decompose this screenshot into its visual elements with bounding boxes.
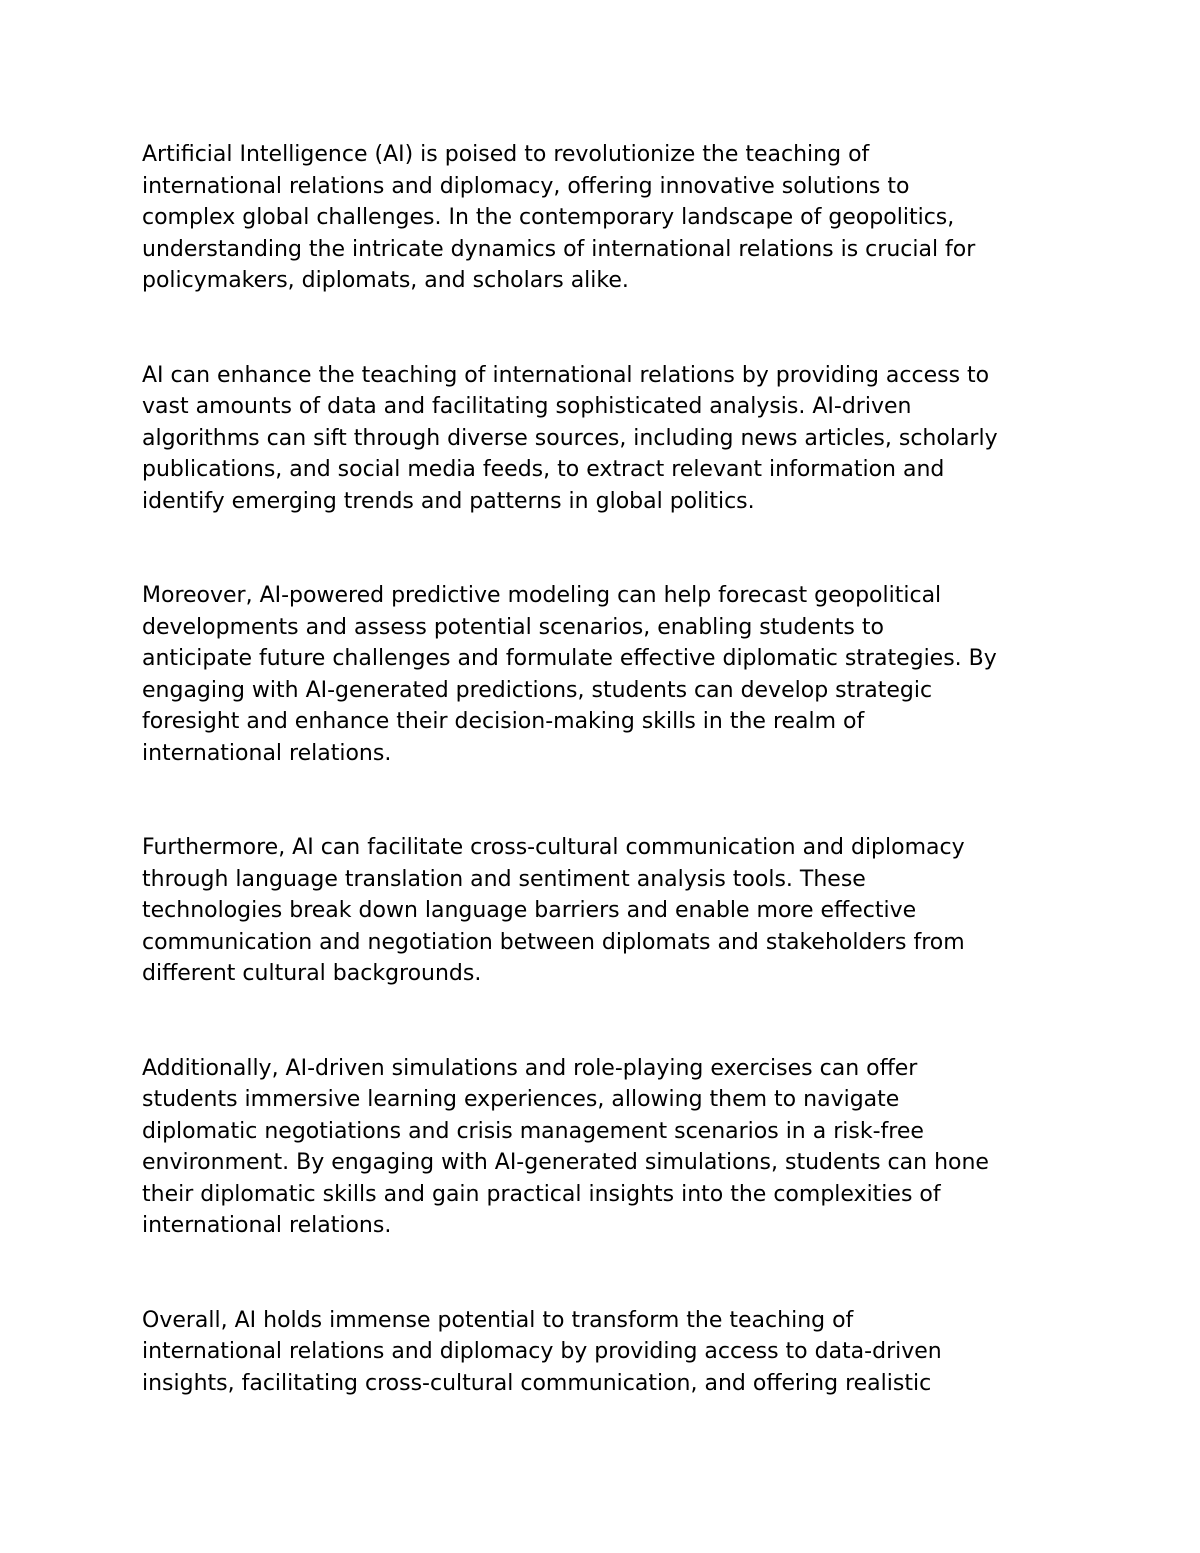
text-line: different cultural backgrounds. xyxy=(142,961,482,986)
text-line: anticipate future challenges and formulate effective diplomatic strategies. By xyxy=(142,646,997,671)
text-line: engaging with AI-generated predictions, students can develop strategic xyxy=(142,677,933,703)
text-line: environment. By engaging with AI-generated simulations, students can hone xyxy=(142,1150,989,1175)
text-line: diplomatic negotiations and crisis management scenarios in a risk-free xyxy=(142,1118,924,1144)
text-line: vast amounts of data and facilitating sophisticated analysis. AI-driven xyxy=(142,394,912,419)
text-line: understanding the intricate dynamics of international relations is crucial for xyxy=(142,236,976,262)
text-line: complex global challenges. In the contemporary landscape of geopolitics, xyxy=(142,205,955,230)
text-line: international relations and diplomacy, offering innovative solutions to xyxy=(142,173,910,199)
text-line: students immersive learning experiences, allowing them to navigate xyxy=(142,1087,900,1112)
text-line: Artificial Intelligence (AI) is poised to revolutionize the teaching of xyxy=(142,142,870,167)
text-line: their diplomatic skills and gain practical insights into the complexities of xyxy=(142,1181,941,1207)
text-line: publications, and social media feeds, to extract relevant information and xyxy=(142,457,945,482)
text-line: AI can enhance the teaching of international relations by providing access to xyxy=(142,362,990,388)
text-line: communication and negotiation between diplomats and stakeholders from xyxy=(142,929,965,955)
text-line: international relations. xyxy=(142,740,392,766)
text-line: technologies break down language barriers and enable more effective xyxy=(142,898,917,923)
paragraph-predictive-modeling xyxy=(142,580,1077,769)
text-line: policymakers, diplomats, and scholars alike. xyxy=(142,268,629,293)
paragraph-data-analysis xyxy=(142,360,1077,518)
paragraph-overall xyxy=(142,1305,1077,1400)
paragraph-cross-cultural xyxy=(142,832,1077,990)
paragraph-simulations xyxy=(142,1053,1077,1242)
document-body xyxy=(142,139,1077,1462)
text-line: foresight and enhance their decision-making skills in the realm of xyxy=(142,709,865,734)
text-line: Overall, AI holds immense potential to transform the teaching of xyxy=(142,1307,854,1333)
text-line: insights, facilitating cross-cultural communication, and offering realistic xyxy=(142,1370,932,1396)
text-line: Additionally, AI-driven simulations and role-playing exercises can offer xyxy=(142,1055,918,1081)
text-line: Furthermore, AI can facilitate cross-cultural communication and diplomacy xyxy=(142,835,965,860)
text-line: international relations. xyxy=(142,1213,392,1238)
text-line: through language translation and sentiment analysis tools. These xyxy=(142,866,866,892)
text-line: identify emerging trends and patterns in global politics. xyxy=(142,488,755,514)
text-line: international relations and diplomacy by providing access to data-driven xyxy=(142,1339,942,1364)
text-line: algorithms can sift through diverse sources, including news articles, scholarly xyxy=(142,425,998,451)
text-line: developments and assess potential scenarios, enabling students to xyxy=(142,614,884,640)
paragraph-intro xyxy=(142,139,1077,297)
text-line: Moreover, AI-powered predictive modeling can help forecast geopolitical xyxy=(142,583,942,608)
